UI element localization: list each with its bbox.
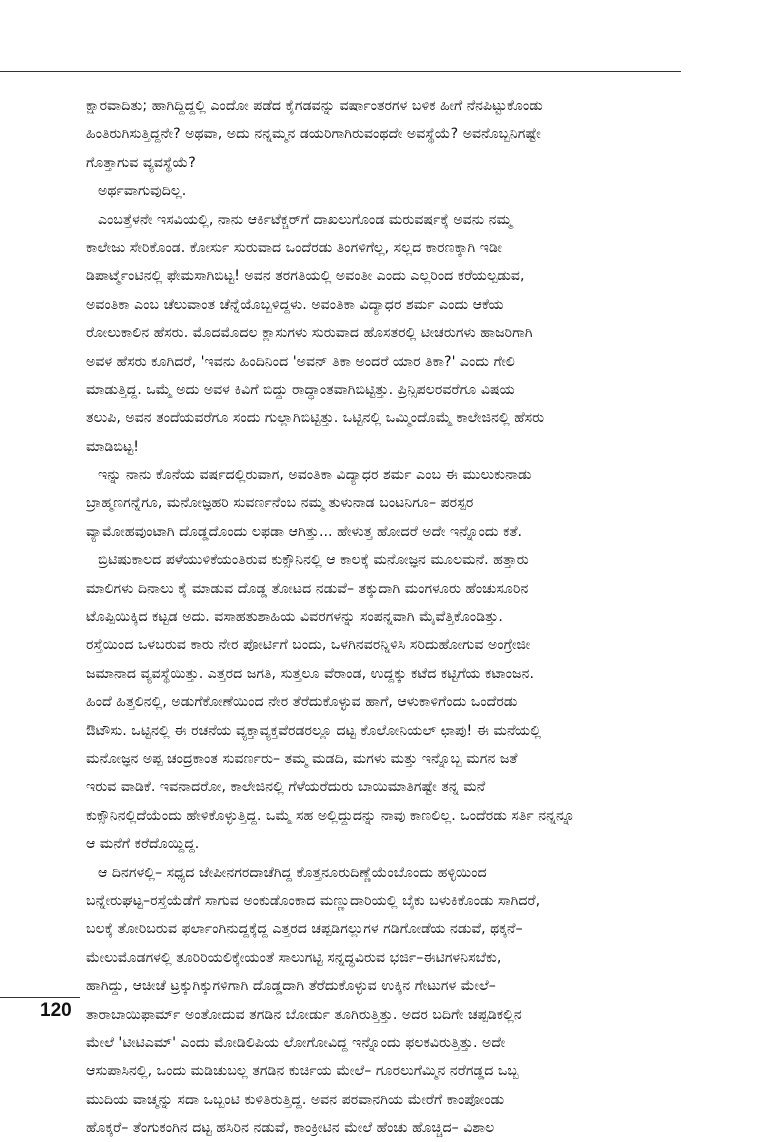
text-line: ರೋಲುಕಾಲಿನ ಹೆಸರು. ಮೊದಮೊದಲ ಕ್ಲಾಸುಗಳು ಸುರುವಾದ ಹೊಸತರಲ್ಲಿ ಟೀಚರುಗಳು ಹಾಜರಿಗಾಗಿ bbox=[86, 325, 533, 342]
text-line: ಬ್ರಾಹ್ಮಣಗನ್ನೆಗೂ, ಮನೋಜ್ಞಹರಿ ಸುವರ್ಣನೆಂಬ ನಮ್ಮ ತುಳುನಾಡ ಬಂಟನಿಗೂ– ಪರಸ್ಪರ bbox=[86, 495, 474, 512]
text-line: ಕ್ಷಾರವಾದಿತು; ಹಾಗಿದ್ದಿದ್ದಲ್ಲಿ ಎಂದೋ ಪಡೆದ ಕೈಗಡವನ್ನು ವರ್ಷಾಂತರಗಳ ಬಳಿಕ ಹೀಗೆ ನೆನಪಿಟ್ಟುಕೊಂಡು bbox=[86, 98, 543, 114]
text-line: ಬ್ರಿಟಿಷುಕಾಲದ ಪಳೆಯುಳಿಕೆಯಂತಿರುವ ಕುಕ್ಸೌನಿನಲ್ಲಿ ಆ ಕಾಲಕ್ಕೆ ಮನೋಜ್ಞನ ಮೂಲಮನೆ. ಹತ್ತಾರು bbox=[98, 552, 529, 569]
text-line: ಜಮಾನಾದ ವ್ಯವಸ್ಥೆಯಿತ್ತು. ಎತ್ತರದ ಜಗತಿ, ಸುತ್ತಲೂ ವೆರಾಂಡ, ಉದ್ದಕ್ಕು ಕಟೆದ ಕಟ್ಟಿಗೆಯ ಕಟಾಂಜನ. bbox=[86, 665, 534, 682]
text-line: ಮಾಲಿಗಳು ದಿನಾಲು ಕೈ ಮಾಡುವ ದೊಡ್ಡ ತೋಟದ ನಡುವೆ– ತಕ್ಕುದಾಗಿ ಮಂಗಳೂರು ಹೆಂಚುಸೂರಿನ bbox=[86, 580, 529, 597]
text-line: ಇರುವ ವಾಡಿಕೆ. ಇವನಾದರೋ, ಕಾಲೇಜಿನಲ್ಲಿ ಗೆಳೆಯರೆದುರು ಬಾಯಿಮಾತಿಗಷ್ಟೇ ತನ್ನ ಮನೆ bbox=[86, 779, 486, 796]
text-line: ಹಿಂದೆ ಹಿತ್ತಲಿನಲ್ಲಿ, ಅಡುಗೆಕೋಣೆಯಿಂದ ನೇರ ತೆರೆದುಕೊಳ್ಳುವ ಹಾಗೆ, ಆಳುಕಾಳಿಗೆಂದು ಒಂದೆರಡು bbox=[86, 694, 518, 711]
page-body-text bbox=[86, 92, 686, 1142]
text-line: ಮಾಡುತ್ತಿದ್ದ. ಒಮ್ಮೆ ಅದು ಅವಳ ಕಿವಿಗೆ ಬಿದ್ದು ರಾದ್ಧಾಂತವಾಗಿಬಿಟ್ಟಿತ್ತು. ಪ್ರಿನ್ಸಿಪಲರವರೆಗೂ ವಿಷಯ bbox=[86, 381, 515, 398]
text-line: ಅವಂತಿಕಾ ಎಂಬ ಚೆಲುವಾಂತ ಚೆನ್ನೆಯೊಬ್ಬಳಿದ್ದಳು. ಅವಂತಿಕಾ ವಿದ್ಯಾಧರ ಶರ್ಮ ಎಂದು ಆಕೆಯ bbox=[86, 296, 504, 313]
text-line: ಮನೋಜ್ಞನ ಅಪ್ಪ ಚಂದ್ರಕಾಂತ ಸುವರ್ಣರು– ತಮ್ಮ ಮಡದಿ, ಮಗಳು ಮತ್ತು ಇನ್ನೊಬ್ಬ ಮಗನ ಜತೆ bbox=[86, 750, 518, 767]
text-line: ಇನ್ನು ನಾನು ಕೊನೆಯ ವರ್ಷದಲ್ಲಿರುವಾಗ, ಅವಂತಿಕಾ ವಿದ್ಯಾಧರ ಶರ್ಮ ಎಂಬ ಈ ಮುಲುಕುನಾಡು bbox=[98, 467, 532, 484]
text-line: ಬನ್ನೇರುಘಟ್ಟ–ರಸ್ತೆಯೆಡೆಗೆ ಸಾಗುವ ಅಂಕುಡೊಂಕಾದ ಮಣ್ಣುದಾರಿಯಲ್ಲಿ ಬೈಕು ಬಳುಕಿಕೊಂಡು ಸಾಗಿದರೆ, bbox=[86, 892, 541, 909]
text-line: ಅರ್ಥವಾಗುವುದಿಲ್ಲ. bbox=[98, 183, 187, 200]
text-line: ಟೊಪ್ಪಿಯಿಕ್ಕಿದ ಕಟ್ಟಡ ಅದು. ವಸಾಹತುಶಾಹಿಯ ವಿವರಗಳನ್ನು ಸಂಪನ್ನವಾಗಿ ಮೈವೆತ್ತಿಕೊಂಡಿತ್ತು. bbox=[86, 609, 503, 626]
text-line: ಡಿಪಾರ್ಟ್ಮೆಂಟಿನಲ್ಲಿ ಫೇಮಸಾಗಿಬಿಟ್ಟ! ಅವನ ತರಗತಿಯಲ್ಲಿ ಅವಂತೀ ಎಂದು ಎಲ್ಲರಿಂದ ಕರೆಯಲ್ಪಡುವ, bbox=[86, 268, 525, 285]
text-line: ಆ ದಿನಗಳಲ್ಲಿ– ಸಧ್ಯದ ಜೇಪೀನಗರದಾಚೆಗಿದ್ದ ಕೊತ್ತನೂರುದಿಣ್ಣೆಯೆಂಬೊಂದು ಹಳ್ಳಿಯಿಂದ bbox=[98, 864, 487, 881]
text-line: ಮುದಿಯ ವಾಚ್ಮನ್ನು ಸದಾ ಒಬ್ಬಂಟಿ ಕುಳಿತಿರುತ್ತಿದ್ದ. ಅವನ ಪರವಾನಗಿಯ ಮೇರೆಗೆ ಕಾಂಪೋಂಡು bbox=[86, 1091, 505, 1108]
text-line: ಮೇಲೆ 'ಟೀಟಿಎಮ್' ಎಂದು ಮೋಡಿಲಿಪಿಯ ಲೋಗೋವಿದ್ದ ಇನ್ನೊಂದು ಫಲಕವಿರುತ್ತಿತ್ತು. ಅದೇ bbox=[86, 1034, 506, 1051]
text-line: ಕಾಲೇಜು ಸೇರಿಕೊಂಡ. ಕೋರ್ಸು ಸುರುವಾದ ಒಂದೆರಡು ತಿಂಗಳಿಗೆಲ್ಲ, ಸಲ್ಲದ ಕಾರಣಕ್ಕಾಗಿ ಇಡೀ bbox=[86, 239, 502, 256]
text-line: ಔಟೌಸು. ಒಟ್ಟಿನಲ್ಲಿ ಈ ರಚನೆಯ ವ್ಯಕ್ತಾವ್ಯಕ್ತವೆರಡರಲ್ಲೂ ದಟ್ಟ ಕೊಲೋನಿಯಲ್ ಛಾಪು! ಈ ಮನೆಯಲ್ಲಿ bbox=[86, 722, 541, 739]
text-line: ಎಂಬತ್ತೆಳನೇ ಇಸವಿಯಲ್ಲಿ, ನಾನು ಆರ್ಕಿಟೆಕ್ಚರ್‌ಗೆ ದಾಖಲುಗೊಂಡ ಮರುವರ್ಷಕ್ಕೆ ಅವನು ನಮ್ಮ bbox=[98, 211, 512, 228]
text-line: ತಾರಾಬಾಯಿಫಾರ್ಮ್ ಅಂತೋದುವ ತಗಡಿನ ಬೋರ್ಡು ತೂಗಿರುತ್ತಿತ್ತು. ಅದರ ಬದಿಗೇ ಚಪ್ಪಡಿಕಲ್ಲಿನ bbox=[86, 1006, 522, 1023]
text-line: ಆ ಮನೆಗೆ ಕರೆದೊಯ್ದಿದ್ದ. bbox=[86, 836, 200, 853]
text-line: ವ್ಯಾಮೋಹವುಂಟಾಗಿ ದೊಡ್ಡದೊಂದು ಲಫಡಾ ಆಗಿತ್ತು... ಹೇಳುತ್ತ ಹೋದರೆ ಅದೇ ಇನ್ನೊಂದು ಕತೆ. bbox=[86, 523, 523, 540]
text-line: ಅವಳ ಹೆಸರು ಕೂಗಿದರೆ, 'ಇವನು ಹಿಂದಿನಿಂದ 'ಅವನ್ ತಿಕಾ ಅಂದರೆ ಯಾರ ತಿಕಾ?' ಎಂದು ಗೇಲಿ bbox=[86, 353, 515, 370]
text-line: ಬಲಕ್ಕೆ ತೋರಿಬರುವ ಫರ್ಲಾಂಗಿನುದ್ದಕ್ಕೆದ್ದ ಎತ್ತರದ ಚಪ್ಪಡಿಗಲ್ಲುಗಳ ಗಡಿಗೋಡೆಯ ನಡುವೆ, ಥಕ್ಕನೆ– bbox=[86, 921, 523, 938]
text-line: ಗೊತ್ತಾಗುವ ವ್ಯವಸ್ಥೆಯೆ? bbox=[86, 154, 196, 171]
text-line: ಮಾಡಿಬಿಟ್ಟ! bbox=[86, 438, 139, 455]
text-line: ಹಿಂತಿರುಗಿಸುತ್ತಿದ್ದನೇ? ಅಥವಾ, ಅದು ನನ್ನಮ್ಮನ ಡಯರಿಗಾಗಿರುವಂಥದೇ ಅವಸ್ಥೆಯೆ? ಅವನೊಬ್ಬನಿಗಷ್ಟೇ bbox=[86, 126, 541, 143]
text-line: ಹೊಕ್ಕರೆ– ತೆಂಗುಕಂಗಿನ ದಟ್ಟ ಹಸಿರಿನ ನಡುವೆ, ಕಾಂಕ್ರೀಟಿನ ಮೇಲೆ ಹೆಂಚು ಹೊಚ್ಚಿದ– ವಿಶಾಲ bbox=[86, 1120, 495, 1137]
page-number: 120 bbox=[40, 1000, 72, 1021]
text-line: ಕುಕ್ಸೌನಿನಲ್ಲಿದೆಯೆಂದು ಹೇಳಿಕೊಳ್ಳುತ್ತಿದ್ದ. ಒಮ್ಮೆ ಸಹ ಅಲ್ಲಿದ್ದುದನ್ನು ನಾವು ಕಾಣಲಿಲ್ಲ. ಒಂದೆರಡು ಸರ್ತಿ ನನ್ನನ್ನೂ bbox=[86, 807, 575, 824]
text-line: ರಸ್ತೆಯಿಂದ ಒಳಬರುವ ಕಾರು ನೇರ ಪೋರ್ಟಿಗೆ ಬಂದು, ಒಳಗಿನವರನ್ನಿಳಿಸಿ ಸರಿದುಹೋಗುವ ಅಂಗ್ರೇಜೀ bbox=[86, 637, 531, 654]
top-divider bbox=[0, 71, 681, 72]
text-line: ಹಾಗಿದ್ದು, ಆಚೀಚೆ ಟ್ರಕ್ಕುಗಿಕ್ಕುಗಳಿಗಾಗಿ ದೊಡ್ಡದಾಗಿ ತೆರೆದುಕೊಳ್ಳುವ ಉಕ್ಕಿನ ಗೇಟುಗಳ ಮೇಲೆ– bbox=[86, 978, 496, 995]
text-line: ತಲುಪಿ, ಅವನ ತಂದೆಯವರೆಗೂ ಸಂದು ಗುಲ್ಲಾಗಿಬಿಟ್ಟಿತ್ತು. ಒಟ್ಟಿನಲ್ಲಿ ಒಮ್ಮಿಂದೊಮ್ಮೆ ಕಾಲೇಜಿನಲ್ಲಿ ಹೆಸರು bbox=[86, 410, 545, 427]
text-line: ಮೇಲುಮೊಡಗಳಲ್ಲಿ ತೂರಿರಿಯಲಿಕ್ಕೇಯಂತೆ ಸಾಲುಗಟ್ಟಿ ಸನ್ನದ್ಧವಿರುವ ಭರ್ಜಿ–ಈಟಿಗಳನಿಸಬೆಕು, bbox=[86, 949, 502, 966]
text-line: ಆಸುಪಾಸಿನಲ್ಲಿ, ಒಂದು ಮಡಿಚುಬಲ್ಲ ತಗಡಿನ ಕುರ್ಚಿಯ ಮೇಲೆ– ಗೂರಲುಗೆಮ್ಮಿನ ನರೆಗಡ್ಡದ ಒಬ್ಬ bbox=[86, 1063, 519, 1080]
